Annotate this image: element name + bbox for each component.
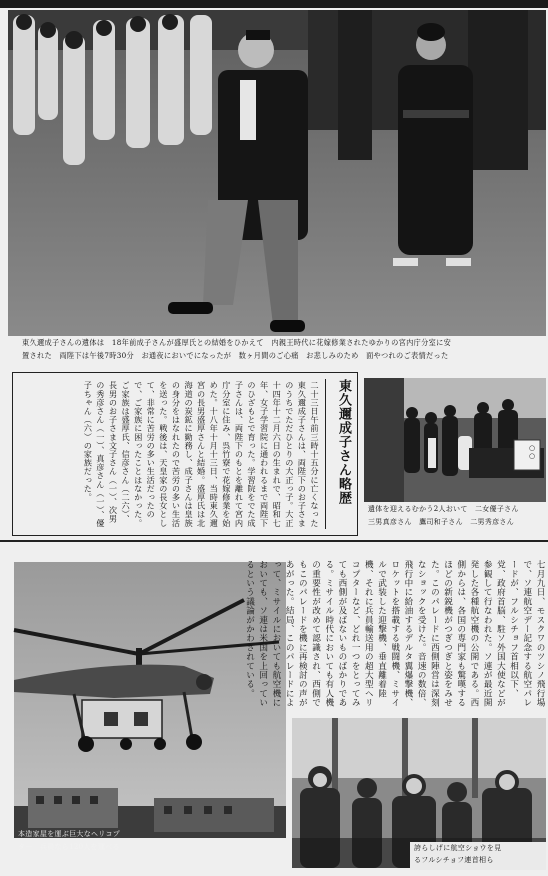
caption-line: 三男真彦さん 鷹司和子さん 二男秀彦さん <box>368 518 514 526</box>
funeral-photo-caption <box>22 336 542 366</box>
air-show-article-text: 七月九日、モスクワのツシノ飛行場で、ソ連航空デー記念する航空パレードが、フルシチョフ首相以下、党、政府首脳、駐ソ外国大使などが参観して行なわれた。ソ連が最近開発した各種航空機の公開である。西側からは、各国の専門家も驚嘆するほどの新鋭機がつぎつぎと姿をみせた。このパレードに西側陣営は深刻なショックを受けた。音速の数倍、飛行中に給油するデルタ翼爆撃機、ロケットを搭載する戦闘機、ミサイルで武装した迎撃機、垂直離着陸機、それに兵員輸送用の超大型ヘリコプターなど、どれ一つをとってみても西側が及ばないものばかりである。ミサイル時代においても有人機の重要性が改めて認識され、西側でもこのパレードを機に再検討の声があがった。結局、このパレードによって、ミサイルにおいても航空機においても、ソ連は米国を上回っているという議論がかわされている。 <box>244 560 545 708</box>
biography-text: 二十三日午前三時十五分に亡くなった東久邇成子さんは、両陛下のお子さまのうちでただひとりの大正っ子。大正十四年十二月六日の生まれで、昭和七年、女子学習院に通われるまで両陛下のひざもとで育った。学習院をでた成子さんは、両陛下のもとを離れて宮内庁分室に住み、呉竹寮で花嫁修業を始めた。十八年十月十三日、当時東久邇宮の長男盛厚さんと結婚。盛厚氏は北海道の炭鉱に勤務し、成子さんは皇族の身分をはなれたので苦労の多い生活を送った。戦後は、天皇家の長女として、非常に苦労の多い生活だったので、ご家族に困ったことはなかった。ご家族は盛厚氏、信彦さん（二六）、長男のお子さま文子さん（一）、次男の秀彦さん（一）、真彦さん（一）、優子ちゃん（六）の家族だった。 <box>83 381 320 528</box>
caption-line: ター 兵員なら120人を運べる <box>18 843 120 851</box>
top-border <box>0 0 548 8</box>
title-rule <box>325 379 326 529</box>
khrushchev-photo-caption <box>410 842 546 870</box>
family-photo-caption <box>368 503 548 533</box>
caption-line: 誇らしげに航空ショウを見 <box>414 844 502 852</box>
caption-line: 東久邇成子さんの遺体は 18年前成子さんが盛厚氏との結婚をひかえて 内親王時代に花嫁修業されたゆかりの宮内庁分室に安 <box>22 338 452 347</box>
memorial-sign-text: ○○ <box>528 444 536 460</box>
biography-box <box>12 372 358 536</box>
funeral-procession-photo <box>8 10 546 336</box>
family-mourners-photo <box>364 378 546 502</box>
biography-title: 東久邇成子さん略歴 <box>336 379 351 505</box>
helicopter-photo-caption <box>18 828 288 858</box>
caption-line: 本造家屋を運ぶ巨大なヘリコプ <box>18 830 121 838</box>
section-divider <box>0 540 548 542</box>
caption-line: るフルシチョフ連首相ら <box>414 856 494 864</box>
caption-line: 置された 両陛下は午後7時30分 お通夜においでになったが 数ヶ月間のご心痛 お悲しみのため 面やつれのご表情だった <box>22 351 449 360</box>
caption-line: 遺体を迎えるむかう2人おいて 二女優子さん <box>368 505 519 513</box>
